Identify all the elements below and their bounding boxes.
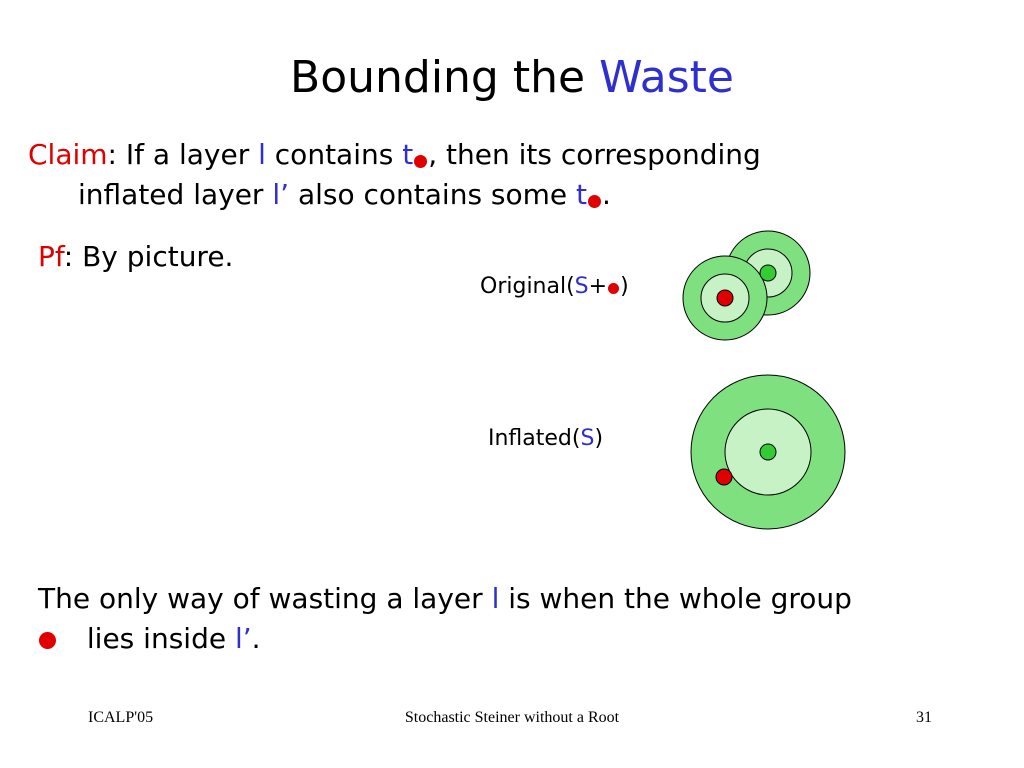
close-paren: ) — [620, 274, 629, 299]
green-node — [760, 265, 776, 281]
proof-label: Pf — [38, 240, 64, 273]
original-figure — [683, 231, 810, 340]
claim-text: inflated layer — [78, 178, 273, 211]
var-l-prime: l’ — [234, 622, 252, 655]
claim-text: also contains some — [289, 178, 577, 211]
var-t: t — [402, 138, 414, 171]
title-highlight: Waste — [599, 52, 734, 103]
red-dot-icon — [39, 632, 56, 649]
var-l: l — [258, 138, 266, 171]
proof-text: : By picture. — [63, 240, 234, 273]
var-l-prime: l’ — [272, 178, 290, 211]
claim-label: Claim — [28, 138, 108, 171]
claim-text: If a layer — [116, 138, 259, 171]
title-prefix: Bounding the — [290, 52, 586, 103]
green-node — [760, 444, 776, 460]
original-label-text: Original( — [480, 274, 575, 299]
claim-colon: : — [107, 138, 117, 171]
close-paren: ) — [594, 426, 604, 451]
claim-text: . — [602, 178, 611, 211]
inflated-figure — [691, 375, 845, 529]
inflated-label-text: Inflated( — [488, 426, 581, 451]
red-node — [717, 290, 733, 306]
red-node — [716, 469, 732, 485]
plus-sign: + — [588, 274, 608, 299]
var-s: S — [580, 426, 595, 451]
claim-text: , then its corresponding — [428, 138, 761, 171]
page-number: 31 — [916, 709, 932, 726]
conclusion-line-1 — [38, 582, 852, 615]
conclusion-text: is when the whole group — [499, 582, 852, 615]
var-t: t — [576, 178, 588, 211]
footer-conference: ICALP'05 — [88, 709, 154, 726]
conclusion-text: . — [251, 622, 261, 655]
conclusion-line-2 — [38, 622, 261, 655]
var-s: S — [574, 274, 589, 299]
conclusion-text: The only way of wasting a layer — [38, 582, 492, 615]
footer-title: Stochastic Steiner without a Root — [404, 709, 620, 726]
claim-text: contains — [265, 138, 403, 171]
conclusion-text: lies inside — [78, 622, 235, 655]
var-l: l — [491, 582, 500, 615]
